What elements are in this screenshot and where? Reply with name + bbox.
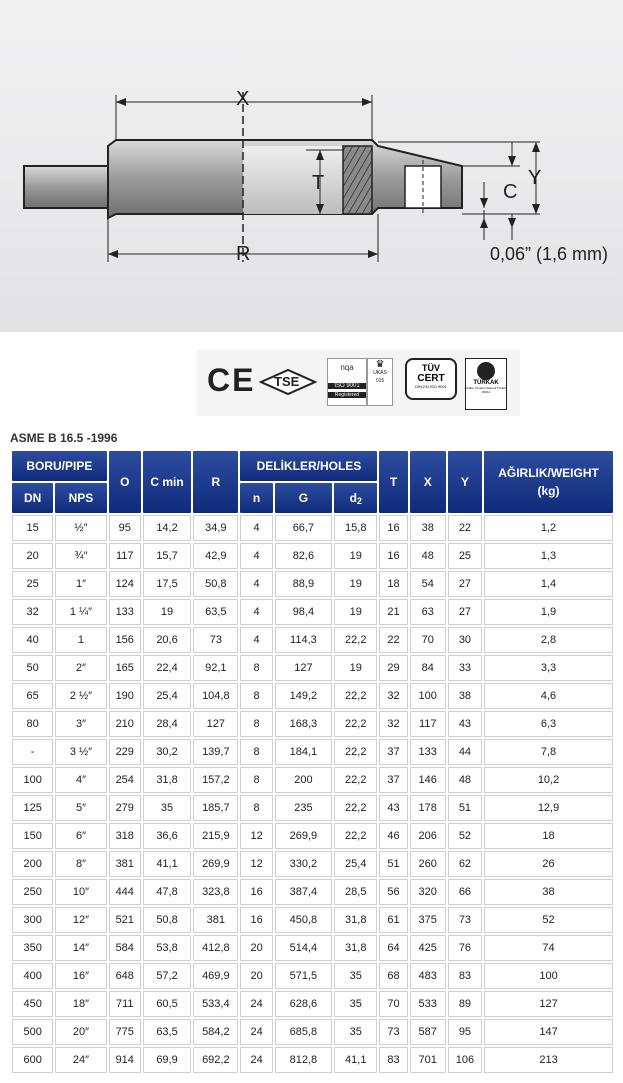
table-cell: 22,2 — [334, 739, 377, 765]
table-cell: 41,1 — [143, 851, 191, 877]
table-cell: 22,2 — [334, 767, 377, 793]
table-cell: 54 — [410, 571, 446, 597]
table-body — [12, 515, 613, 1073]
table-cell: 584 — [109, 935, 141, 961]
header-x: X — [410, 451, 446, 513]
table-cell: 22,4 — [143, 655, 191, 681]
table-cell: 206 — [410, 823, 446, 849]
table-cell: 34,9 — [193, 515, 238, 541]
table-cell: 254 — [109, 767, 141, 793]
table-cell: 106 — [448, 1047, 482, 1073]
tse-logo: TSE — [259, 368, 317, 396]
table-cell: 127 — [275, 655, 332, 681]
table-cell: 16 — [379, 515, 407, 541]
flange-cross-section — [0, 0, 623, 332]
table-cell: 88,9 — [275, 571, 332, 597]
table-cell: 12 — [240, 823, 272, 849]
table-cell: 65 — [12, 683, 53, 709]
table-cell: 73 — [193, 627, 238, 653]
table-cell: 200 — [275, 767, 332, 793]
table-cell: 125 — [12, 795, 53, 821]
table-cell: 52 — [448, 823, 482, 849]
table-cell: 628,6 — [275, 991, 332, 1017]
table-cell: 127 — [484, 991, 613, 1017]
table-cell: 16 — [379, 543, 407, 569]
table-cell: 8 — [240, 739, 272, 765]
table-cell: 18″ — [55, 991, 106, 1017]
table-cell: 20 — [12, 543, 53, 569]
table-cell: 469,9 — [193, 963, 238, 989]
table-cell: 279 — [109, 795, 141, 821]
table-cell: 32 — [379, 711, 407, 737]
table-cell: 24 — [240, 991, 272, 1017]
header-n: n — [240, 483, 272, 513]
header-nps: NPS — [55, 483, 106, 513]
table-cell: 18 — [484, 823, 613, 849]
bolt-hole — [405, 166, 441, 208]
table-cell: 73 — [448, 907, 482, 933]
label-c: C — [503, 181, 518, 203]
table-cell: ½″ — [55, 515, 106, 541]
table-cell: 98,4 — [275, 599, 332, 625]
table-cell: 425 — [410, 935, 446, 961]
table-cell: 4 — [240, 599, 272, 625]
ukas-logo: ♛ UKAS 015 — [367, 358, 393, 406]
table-cell: 444 — [109, 879, 141, 905]
table-cell: 22,2 — [334, 711, 377, 737]
table-row — [12, 851, 613, 877]
table-cell: 22,2 — [334, 683, 377, 709]
table-cell: 1 — [55, 627, 106, 653]
table-cell: 63,5 — [193, 599, 238, 625]
table-cell: 51 — [448, 795, 482, 821]
header-r: R — [193, 451, 238, 513]
table-cell: 4 — [240, 571, 272, 597]
table-cell: 350 — [12, 935, 53, 961]
header-d2: $d_2$ — [334, 483, 377, 513]
table-cell: 213 — [484, 1047, 613, 1073]
table-cell: 184,1 — [275, 739, 332, 765]
table-cell: 400 — [12, 963, 53, 989]
table-cell: 483 — [410, 963, 446, 989]
table-cell: 61 — [379, 907, 407, 933]
table-cell: 29 — [379, 655, 407, 681]
table-cell: 51 — [379, 851, 407, 877]
table-cell: 168,3 — [275, 711, 332, 737]
table-cell: 27 — [448, 599, 482, 625]
table-row — [12, 907, 613, 933]
table-cell: 2,8 — [484, 627, 613, 653]
table-row — [12, 1047, 613, 1073]
table-cell: 8 — [240, 711, 272, 737]
table-cell: 22 — [379, 627, 407, 653]
table-cell: 584,2 — [193, 1019, 238, 1045]
table-cell: 533,4 — [193, 991, 238, 1017]
table-cell: 62 — [448, 851, 482, 877]
table-cell: 38 — [448, 683, 482, 709]
table-cell: 117 — [410, 711, 446, 737]
table-cell: 22 — [448, 515, 482, 541]
table-cell: 10″ — [55, 879, 106, 905]
table-cell: 450,8 — [275, 907, 332, 933]
header-boru-pipe: BORU/PIPE — [12, 451, 107, 481]
table-cell: 269,9 — [275, 823, 332, 849]
table-cell: 19 — [334, 543, 377, 569]
table-cell: 500 — [12, 1019, 53, 1045]
table-cell: 26 — [484, 851, 613, 877]
label-y: Y — [528, 167, 542, 189]
table-row — [12, 711, 613, 737]
bore — [243, 146, 343, 214]
table-cell: 8 — [240, 795, 272, 821]
table-cell: 28,4 — [143, 711, 191, 737]
table-cell: 381 — [109, 851, 141, 877]
table-cell: 14,2 — [143, 515, 191, 541]
table-cell: 17,5 — [143, 571, 191, 597]
table-cell: 1″ — [55, 571, 106, 597]
table-cell: 157,2 — [193, 767, 238, 793]
table-cell: 685,8 — [275, 1019, 332, 1045]
table-cell: 3″ — [55, 711, 106, 737]
table-cell: 31,8 — [334, 935, 377, 961]
table-cell: 35 — [143, 795, 191, 821]
table-cell: 36,6 — [143, 823, 191, 849]
table-cell: 41,1 — [334, 1047, 377, 1073]
table-cell: 260 — [410, 851, 446, 877]
table-cell: 48 — [410, 543, 446, 569]
table-cell: 82,6 — [275, 543, 332, 569]
table-cell: ¾″ — [55, 543, 106, 569]
table-title: ASME B 16.5 -1996 — [10, 431, 118, 445]
table-cell: 1 ¼″ — [55, 599, 106, 625]
table-cell: 150 — [12, 823, 53, 849]
table-cell: 83 — [448, 963, 482, 989]
table-cell: 37 — [379, 767, 407, 793]
table-cell: 375 — [410, 907, 446, 933]
table-cell: 600 — [12, 1047, 53, 1073]
table-cell: 18 — [379, 571, 407, 597]
table-cell: 775 — [109, 1019, 141, 1045]
crown-icon: ♛ — [375, 359, 385, 370]
table-cell: 21 — [379, 599, 407, 625]
table-cell: 16″ — [55, 963, 106, 989]
table-cell: 48 — [448, 767, 482, 793]
header-weight: AĞIRLIK/WEIGHT (kg) — [484, 451, 613, 513]
table-cell: 914 — [109, 1047, 141, 1073]
table-cell: 648 — [109, 963, 141, 989]
table-cell: 4 — [240, 515, 272, 541]
table-row — [12, 571, 613, 597]
table-cell: 190 — [109, 683, 141, 709]
table-cell: 229 — [109, 739, 141, 765]
table-cell: 25 — [12, 571, 53, 597]
table-cell: 50,8 — [193, 571, 238, 597]
table-cell: 215,9 — [193, 823, 238, 849]
table-cell: 318 — [109, 823, 141, 849]
turkak-circle-icon — [477, 362, 495, 380]
table-cell: 31,8 — [334, 907, 377, 933]
table-cell: 4 — [240, 543, 272, 569]
table-cell: 25 — [448, 543, 482, 569]
table-cell: 330,2 — [275, 851, 332, 877]
table-cell: 571,5 — [275, 963, 332, 989]
table-cell: 57,2 — [143, 963, 191, 989]
table-cell: 31,8 — [143, 767, 191, 793]
table-cell: 22,2 — [334, 795, 377, 821]
table-cell: 117 — [109, 543, 141, 569]
table-cell: 812,8 — [275, 1047, 332, 1073]
table-cell: 587 — [410, 1019, 446, 1045]
table-cell: 323,8 — [193, 879, 238, 905]
table-cell: 19 — [334, 599, 377, 625]
table-cell: 42,9 — [193, 543, 238, 569]
table-row — [12, 1019, 613, 1045]
flange-diagram — [0, 0, 623, 332]
table-cell: 10,2 — [484, 767, 613, 793]
table-cell: 68 — [379, 963, 407, 989]
turkak-logo: TÜRKAK Kalite Yönetim Sistemi TS EN 45012 — [465, 358, 507, 410]
table-cell: 12 — [240, 851, 272, 877]
table-cell: 25,4 — [334, 851, 377, 877]
table-cell: 1,4 — [484, 571, 613, 597]
table-cell: 8 — [240, 655, 272, 681]
table-row — [12, 991, 613, 1017]
table-row — [12, 683, 613, 709]
table-cell: 50 — [12, 655, 53, 681]
table-cell: 300 — [12, 907, 53, 933]
table-cell: 40 — [12, 627, 53, 653]
table-cell: 22,2 — [334, 823, 377, 849]
header-y: Y — [448, 451, 482, 513]
table-cell: 95 — [109, 515, 141, 541]
table-cell: 185,7 — [193, 795, 238, 821]
header-t: T — [379, 451, 407, 513]
table-cell: 80 — [12, 711, 53, 737]
table-cell: 8 — [240, 683, 272, 709]
table-cell: 127 — [193, 711, 238, 737]
table-cell: 114,3 — [275, 627, 332, 653]
table-cell: 692,2 — [193, 1047, 238, 1073]
ce-mark: CE — [207, 362, 256, 398]
table-cell: 56 — [379, 879, 407, 905]
table-cell: 412,8 — [193, 935, 238, 961]
table-cell: 2 ½″ — [55, 683, 106, 709]
table-cell: 200 — [12, 851, 53, 877]
table-cell: 46 — [379, 823, 407, 849]
table-cell: 100 — [12, 767, 53, 793]
dimension-note: 0,06” (1,6 mm) — [490, 244, 609, 264]
table-cell: 235 — [275, 795, 332, 821]
table-cell: 43 — [448, 711, 482, 737]
table-cell: 19 — [334, 655, 377, 681]
table-cell: 24 — [240, 1019, 272, 1045]
table-cell: 8 — [240, 767, 272, 793]
certification-logos — [197, 350, 520, 416]
table-cell: 63 — [410, 599, 446, 625]
table-cell: 95 — [448, 1019, 482, 1045]
table-cell: 149,2 — [275, 683, 332, 709]
table-cell: 701 — [410, 1047, 446, 1073]
table-cell: 7,8 — [484, 739, 613, 765]
table-row — [12, 655, 613, 681]
table-cell: 30 — [448, 627, 482, 653]
table-row — [12, 627, 613, 653]
table-cell: 269,9 — [193, 851, 238, 877]
table-cell: 28,5 — [334, 879, 377, 905]
header-o: O — [109, 451, 141, 513]
table-cell: 2″ — [55, 655, 106, 681]
label-x: X — [236, 88, 250, 110]
table-cell: 1,2 — [484, 515, 613, 541]
table-cell: 20,6 — [143, 627, 191, 653]
table-cell: 20″ — [55, 1019, 106, 1045]
table-row — [12, 543, 613, 569]
table-cell: 100 — [410, 683, 446, 709]
header-g: G — [275, 483, 332, 513]
table-cell: 30,2 — [143, 739, 191, 765]
table-cell: 50,8 — [143, 907, 191, 933]
table-cell: 15,8 — [334, 515, 377, 541]
threaded-region — [343, 146, 372, 214]
table-cell: 66 — [448, 879, 482, 905]
table-cell: 64 — [379, 935, 407, 961]
table-cell: 69,9 — [143, 1047, 191, 1073]
header-c-min: C min — [143, 451, 191, 513]
table-cell: 133 — [410, 739, 446, 765]
table-cell: 104,8 — [193, 683, 238, 709]
table-cell: 27 — [448, 571, 482, 597]
table-cell: 450 — [12, 991, 53, 1017]
table-cell: 84 — [410, 655, 446, 681]
table-row — [12, 879, 613, 905]
table-cell: 1,3 — [484, 543, 613, 569]
table-cell: 12″ — [55, 907, 106, 933]
table-cell: 146 — [410, 767, 446, 793]
table-cell: 70 — [379, 991, 407, 1017]
table-cell: 514,4 — [275, 935, 332, 961]
table-row — [12, 599, 613, 625]
table-cell: - — [12, 739, 53, 765]
table-cell: 4,6 — [484, 683, 613, 709]
table-cell: 320 — [410, 879, 446, 905]
table-cell: 70 — [410, 627, 446, 653]
table-cell: 16 — [240, 907, 272, 933]
table-cell: 66,7 — [275, 515, 332, 541]
table-cell: 60,5 — [143, 991, 191, 1017]
table-cell: 83 — [379, 1047, 407, 1073]
table-cell: 5″ — [55, 795, 106, 821]
table-cell: 20 — [240, 963, 272, 989]
table-cell: 33 — [448, 655, 482, 681]
table-cell: 89 — [448, 991, 482, 1017]
table-cell: 76 — [448, 935, 482, 961]
table-cell: 25,4 — [143, 683, 191, 709]
table-cell: 156 — [109, 627, 141, 653]
table-cell: 100 — [484, 963, 613, 989]
table-cell: 381 — [193, 907, 238, 933]
table-cell: 47,8 — [143, 879, 191, 905]
table-cell: 74 — [484, 935, 613, 961]
table-cell: 73 — [379, 1019, 407, 1045]
table-cell: 6″ — [55, 823, 106, 849]
table-cell: 6,3 — [484, 711, 613, 737]
label-r: R — [236, 243, 251, 265]
table-cell: 24 — [240, 1047, 272, 1073]
tuv-logo: TÜV CERT DIN EN ISO 9001 — [405, 358, 457, 400]
table-cell: 178 — [410, 795, 446, 821]
table-cell: 711 — [109, 991, 141, 1017]
table-cell: 533 — [410, 991, 446, 1017]
table-cell: 15 — [12, 515, 53, 541]
table-cell: 15,7 — [143, 543, 191, 569]
table-cell: 35 — [334, 963, 377, 989]
table-cell: 32 — [379, 683, 407, 709]
table-cell: 3 ½″ — [55, 739, 106, 765]
table-cell: 38 — [410, 515, 446, 541]
table-cell: 8″ — [55, 851, 106, 877]
table-cell: 19 — [334, 571, 377, 597]
table-cell: 38 — [484, 879, 613, 905]
table-cell: 14″ — [55, 935, 106, 961]
table-cell: 37 — [379, 739, 407, 765]
table-cell: 133 — [109, 599, 141, 625]
table-cell: 92,1 — [193, 655, 238, 681]
table-cell: 3,3 — [484, 655, 613, 681]
table-cell: 250 — [12, 879, 53, 905]
iso-logo: nqa ISO 9001 Registered — [327, 358, 367, 406]
table-row — [12, 515, 613, 541]
table-cell: 4″ — [55, 767, 106, 793]
table-cell: 52 — [484, 907, 613, 933]
table-cell: 24″ — [55, 1047, 106, 1073]
table-cell: 32 — [12, 599, 53, 625]
table-cell: 20 — [240, 935, 272, 961]
table-row — [12, 823, 613, 849]
table-cell: 4 — [240, 627, 272, 653]
table-cell: 521 — [109, 907, 141, 933]
label-t: T — [312, 172, 325, 194]
table-row — [12, 767, 613, 793]
table-cell: 139,7 — [193, 739, 238, 765]
header-holes: DELİKLER/HOLES — [240, 451, 377, 481]
table-cell: 12,9 — [484, 795, 613, 821]
table-cell: 44 — [448, 739, 482, 765]
table-row — [12, 935, 613, 961]
table-row — [12, 795, 613, 821]
table-cell: 43 — [379, 795, 407, 821]
table-cell: 147 — [484, 1019, 613, 1045]
table-cell: 19 — [143, 599, 191, 625]
table-row — [12, 963, 613, 989]
raised-face — [24, 166, 108, 208]
table-cell: 53,8 — [143, 935, 191, 961]
dimension-table — [10, 449, 615, 1075]
table-cell: 63,5 — [143, 1019, 191, 1045]
table-cell: 35 — [334, 1019, 377, 1045]
table-cell: 387,4 — [275, 879, 332, 905]
table-cell: 124 — [109, 571, 141, 597]
header-dn: DN — [12, 483, 53, 513]
table-cell: 16 — [240, 879, 272, 905]
table-cell: 35 — [334, 991, 377, 1017]
table-cell: 22,2 — [334, 627, 377, 653]
table-cell: 210 — [109, 711, 141, 737]
table-cell: 165 — [109, 655, 141, 681]
table-cell: 1,9 — [484, 599, 613, 625]
table-row — [12, 739, 613, 765]
